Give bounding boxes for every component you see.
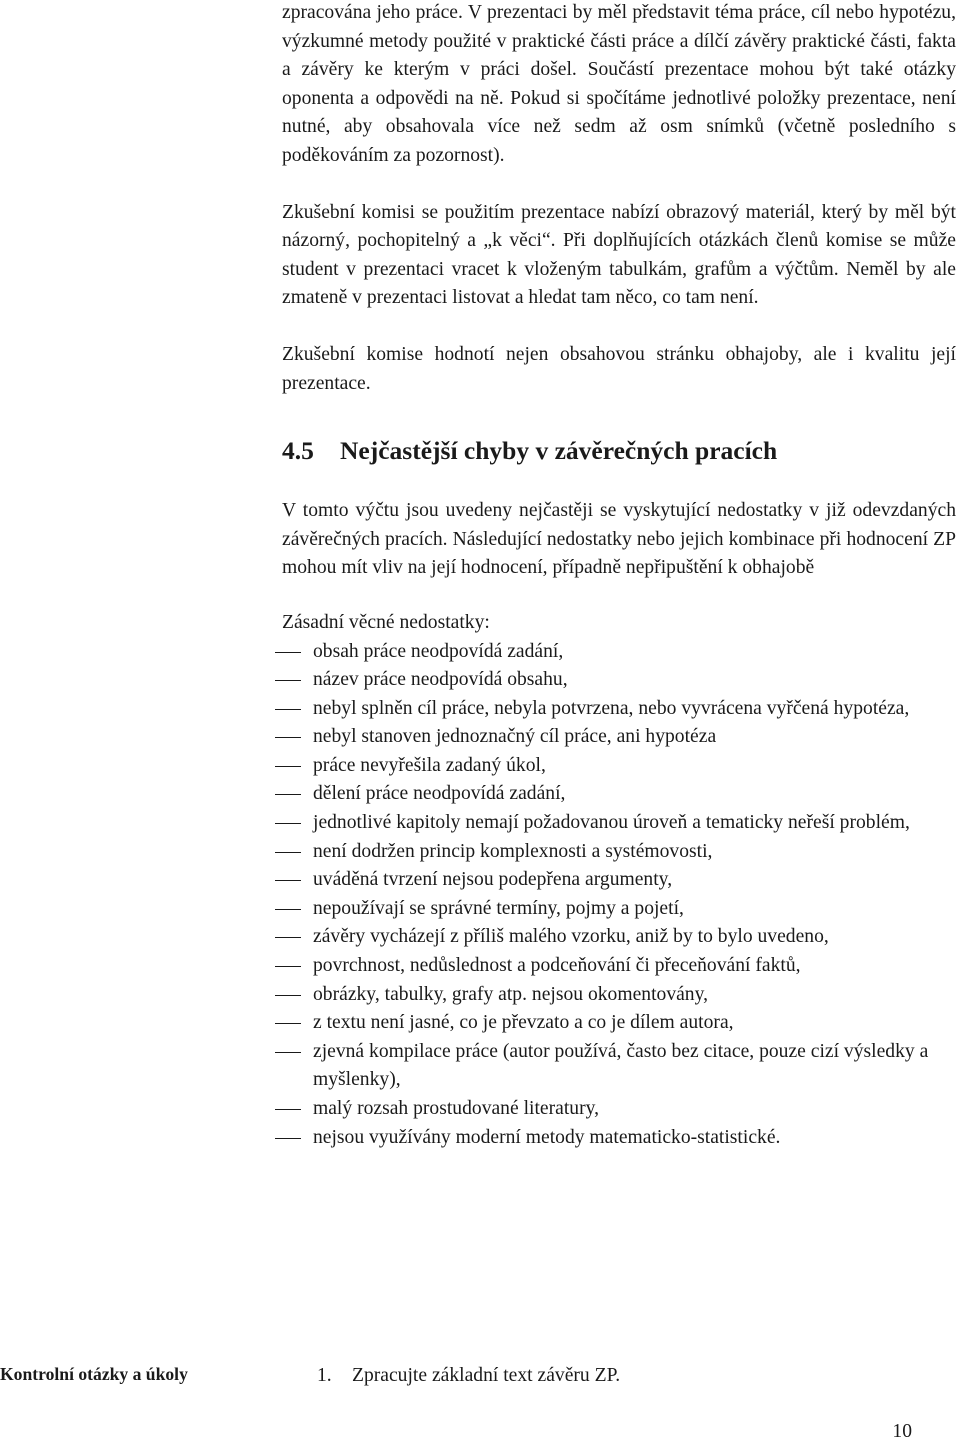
list-item [282, 838, 956, 867]
list-item [282, 1038, 956, 1095]
list-item-text: z textu není jasné, co je převzato a co je dílem autora, [313, 1012, 734, 1034]
section-title: Nejčastější chyby v závěrečných pracích [340, 436, 778, 466]
list-item [282, 1124, 956, 1153]
list-item [282, 952, 956, 981]
list-item [282, 666, 956, 695]
review-questions-label: Kontrolní otázky a úkoly [0, 1364, 188, 1384]
section-intro: V tomto výčtu jsou uvedeny nejčastěji se vyskytující nedostatky v již odevzdaných závěrečných pracích. Následující nedostatky nebo jejich kombinace při hodnocení ZP mohou mít vliv na její hodnocení, případně nepřipuštění k obhajobě [282, 500, 956, 579]
main-text-column [282, 0, 956, 1152]
deficiency-list [282, 638, 956, 1153]
list-item [282, 809, 956, 838]
list-item [282, 780, 956, 809]
list-item-text: nepoužívají se správné termíny, pojmy a pojetí, [313, 897, 684, 919]
list-item-text: není dodržen princip komplexnosti a systémovosti, [313, 840, 713, 862]
paragraph-presentation-purpose: Zkušební komisi se použitím prezentace nabízí obrazový materiál, který by měl být názorný, pochopitelný a „k věci“. Při doplňujících otázkách členů komise se může student v prezentaci vracet k vloženým tabulkám, grafům a výčtům. Neměl by ale zmateně v prezentaci listovat a hledat tam něco, co tam není. [282, 201, 956, 309]
list-item [282, 638, 956, 667]
list-item-text: obsah práce neodpovídá zadání, [313, 640, 564, 662]
list-item-text: povrchnost, nedůslednost a podceňování či přeceňování faktů, [313, 955, 801, 977]
list-item-text: jednotlivé kapitoly nemají požadovanou úroveň a tematicky neřeší problém, [313, 812, 910, 834]
list-item-text: obrázky, tabulky, grafy atp. nejsou okomentovány, [313, 983, 709, 1005]
list-item [282, 1009, 956, 1038]
list-item [282, 923, 956, 952]
list-item [282, 866, 956, 895]
paragraph-commission-evaluation: Zkušební komise hodnotí nejen obsahovou stránku obhajoby, ale i kvalitu její prezentace. [282, 343, 956, 394]
paragraph-gap [282, 313, 956, 341]
list-item [282, 695, 956, 724]
section-number: 4.5 [282, 436, 314, 466]
review-task-text: Zpracujte základní text závěru ZP. [352, 1365, 621, 1386]
paragraph-gap [282, 171, 956, 199]
list-item-text: uváděná tvrzení nejsou podepřena argumenty, [313, 869, 673, 891]
list-item-text: nebyl splněn cíl práce, nebyla potvrzena, nebo vyvrácena vyřčená hypotéza, [313, 697, 910, 719]
section-heading [282, 435, 956, 467]
list-item-text: závěry vycházejí z příliš malého vzorku, aniž by to bylo uvedeno, [313, 926, 829, 948]
list-item-text: malý rozsah prostudované literatury, [313, 1098, 600, 1119]
list-item-text: zjevná kompilace práce (autor používá, často bez citace, pouze cizí výsledky a myšlenky), [313, 1040, 929, 1091]
page-number: 10 [892, 1421, 912, 1442]
list-item [282, 981, 956, 1010]
list-item-text: název práce neodpovídá obsahu, [313, 669, 568, 691]
list-item [282, 1095, 956, 1124]
review-task-number: 1. [317, 1365, 332, 1386]
list-item-text: nejsou využívány moderní metody matematicko-statistické. [313, 1126, 781, 1148]
paragraph-presentation-content: zpracována jeho práce. V prezentaci by měl představit téma práce, cíl nebo hypotézu, výzkumné metody použité v praktické části práce a dílčí závěry praktické části, fakta a závěry ke kterým v práci došel. Součástí prezentace mohou být také otázky oponenta a odpovědi na ně. Pokud si spočítáme jednotlivé položky prezentace, není nutné, aby obsahovala více než sedm až osm snímků (včetně posledního s poděkováním za pozornost). [282, 2, 956, 166]
review-task [317, 1362, 620, 1390]
list-item [282, 895, 956, 924]
list-item [282, 723, 956, 752]
list-item-text: dělení práce neodpovídá zadání, [313, 783, 566, 805]
list-item-text: nebyl stanoven jednoznačný cíl práce, ani hypotéza [313, 726, 717, 748]
list-item [282, 752, 956, 781]
list-title: Zásadní věcné nedostatky: [282, 611, 490, 633]
list-item-text: práce nevyřešila zadaný úkol, [313, 754, 546, 776]
